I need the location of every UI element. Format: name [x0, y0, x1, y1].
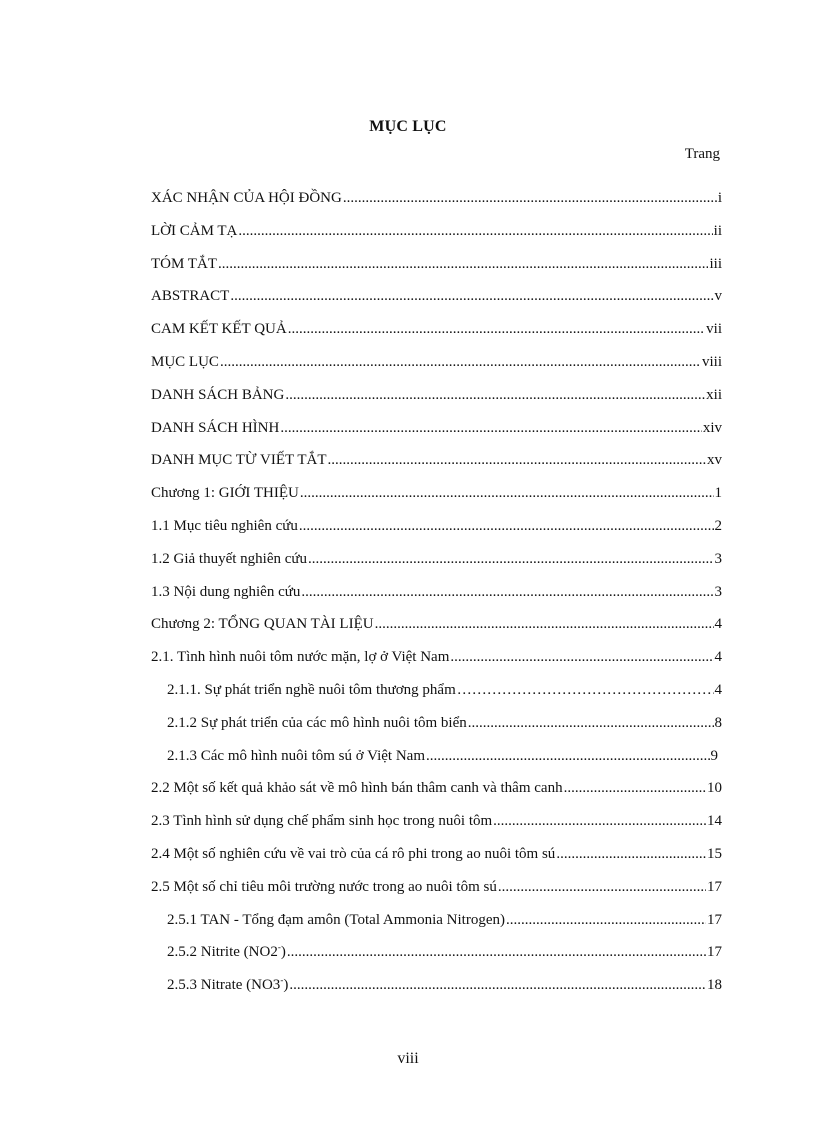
toc-entry-page: viii	[701, 353, 722, 370]
toc-entry	[151, 713, 722, 746]
toc-entry-title: Chương 1: GIỚI THIỆU	[151, 485, 299, 502]
toc-leader	[287, 942, 706, 962]
toc-leader	[426, 746, 710, 766]
toc-entry-title	[167, 975, 288, 995]
toc-leader	[230, 286, 713, 306]
toc-entry	[151, 811, 722, 844]
toc-entry	[151, 319, 722, 352]
toc-entry-page: xv	[707, 452, 722, 469]
toc-entry	[151, 254, 722, 287]
toc-leader	[468, 713, 714, 733]
toc-entry-page: 3	[714, 583, 722, 600]
toc-leader	[299, 516, 714, 536]
toc-entry	[151, 680, 722, 713]
toc-entry	[151, 844, 722, 877]
toc-entry	[151, 549, 722, 582]
toc-entry-title: 2.2 Một số kết quả khảo sát về mô hình bán thâm canh và thâm canh	[151, 780, 563, 797]
toc-entry-title-main: 2.5.2 Nitrite (NO2	[167, 944, 278, 961]
toc-entry-page: 17	[707, 944, 722, 961]
toc-entry-page: i	[717, 190, 722, 206]
toc-leader	[238, 221, 712, 241]
toc-entry-title: DANH SÁCH BẢNG	[151, 386, 285, 403]
toc-entry	[151, 516, 722, 549]
toc-entry	[151, 286, 722, 319]
toc-entry-title: CAM KẾT KẾT QUẢ	[151, 321, 287, 338]
superscript-charge: -	[280, 975, 284, 986]
toc-entry-page: 18	[707, 977, 722, 994]
toc-entry	[151, 483, 722, 516]
page-title: MỤC LỤC	[369, 118, 447, 135]
toc-entry	[151, 877, 722, 910]
toc-entry	[151, 385, 722, 418]
toc-leader	[220, 352, 701, 372]
toc-entry-page: 3	[714, 550, 722, 567]
toc-entry-title	[167, 942, 286, 962]
toc-entry-page: 9	[710, 747, 718, 764]
toc-entry-page: 1	[714, 485, 722, 502]
toc-entry-title: DANH SÁCH HÌNH	[151, 419, 280, 436]
toc-entry-title: 2.5.1 TAN - Tổng đạm amôn (Total Ammonia Nitrogen)	[167, 911, 505, 928]
toc-entry-title: 2.1.3 Các mô hình nuôi tôm sú ở Việt Nam	[167, 747, 425, 764]
toc-entry-page: 8	[714, 714, 722, 731]
toc-leader	[285, 385, 705, 405]
toc-entry-page: 4	[714, 681, 722, 698]
toc-entry-title: 1.2 Giả thuyết nghiên cứu	[151, 550, 308, 567]
toc-entry	[151, 746, 722, 779]
toc-entry-page: 4	[714, 649, 722, 666]
toc-entry-page: 2	[714, 517, 722, 534]
toc-leader	[328, 450, 706, 470]
toc-leader	[288, 319, 705, 339]
toc-entry-title: XÁC NHẬN CỦA HỘI ĐỒNG	[151, 190, 342, 206]
toc-entry	[151, 221, 722, 254]
toc-entry-title: 2.4 Một số nghiên cứu về vai trò của cá rô phi trong ao nuôi tôm sú	[151, 845, 556, 862]
toc-entry-page: 17	[707, 911, 722, 928]
toc-entry-page: ii	[713, 222, 722, 239]
toc-entry	[151, 778, 722, 811]
toc-leader	[375, 614, 714, 634]
toc-entry-page: iii	[709, 255, 722, 272]
toc-entry-title-end: )	[283, 977, 289, 994]
toc-entry	[151, 450, 722, 483]
toc-entry	[151, 188, 722, 221]
toc-entry-title: 2.5 Một số chỉ tiêu môi trường nước trong ao nuôi tôm sú	[151, 878, 497, 895]
toc-leader	[457, 680, 714, 700]
table-of-contents	[151, 188, 722, 1008]
toc-leader	[506, 910, 706, 930]
toc-entry-title: MỤC LỤC	[151, 353, 219, 370]
toc-entry-page: 4	[714, 616, 722, 633]
toc-leader	[308, 549, 713, 569]
toc-leader	[556, 844, 706, 864]
toc-entry-page: 15	[707, 845, 722, 862]
toc-entry-title: Chương 2: TỔNG QUAN TÀI LIỆU	[151, 616, 374, 633]
toc-leader	[564, 778, 706, 798]
page-column-label: Trang	[684, 146, 720, 162]
toc-entry	[151, 942, 722, 975]
toc-entry-title: 2.1. Tình hình nuôi tôm nước mặn, lợ ở Việt Nam	[151, 649, 450, 666]
toc-leader	[301, 582, 713, 602]
toc-entry	[151, 352, 722, 385]
toc-entry	[151, 975, 722, 1008]
superscript-charge: -	[277, 942, 281, 953]
toc-leader	[493, 811, 706, 831]
toc-leader	[498, 877, 706, 897]
toc-entry	[151, 647, 722, 680]
toc-entry-page: 14	[707, 813, 722, 830]
toc-entry-title: DANH MỤC TỪ VIẾT TẮT	[151, 452, 327, 469]
toc-entry-page: v	[714, 288, 722, 305]
toc-entry-page: vii	[706, 321, 722, 338]
toc-entry-title-main: 2.5.3 Nitrate (NO3	[167, 977, 281, 994]
toc-leader	[300, 483, 714, 503]
toc-entry	[151, 582, 722, 615]
toc-entry	[151, 614, 722, 647]
toc-leader	[289, 975, 706, 995]
toc-leader	[343, 188, 717, 208]
toc-entry-title: LỜI CẢM TẠ	[151, 222, 238, 239]
toc-entry-title: 2.3 Tình hình sử dụng chế phẩm sinh học trong nuôi tôm	[151, 813, 493, 830]
toc-leader	[280, 418, 701, 438]
toc-entry-title: 2.1.2 Sự phát triển của các mô hình nuôi tôm biển	[167, 714, 467, 731]
toc-leader	[218, 254, 709, 274]
toc-entry-page: 10	[707, 780, 722, 797]
toc-entry-title: 2.1.1. Sự phát triển nghề nuôi tôm thương phẩm	[167, 681, 456, 698]
toc-entry-title: 1.3 Nội dung nghiên cứu	[151, 583, 301, 600]
toc-entry-page: xii	[706, 386, 722, 403]
page-number: viii	[397, 1050, 419, 1067]
toc-entry-page: 17	[707, 878, 722, 895]
toc-entry-page: xiv	[702, 419, 722, 436]
toc-entry-title: TÓM TẮT	[151, 255, 217, 272]
toc-entry-title-end: )	[280, 944, 286, 961]
toc-entry	[151, 910, 722, 943]
toc-entry-title: 1.1 Mục tiêu nghiên cứu	[151, 517, 298, 534]
toc-entry	[151, 418, 722, 451]
toc-leader	[450, 647, 713, 667]
toc-entry-title: ABSTRACT	[151, 288, 230, 305]
